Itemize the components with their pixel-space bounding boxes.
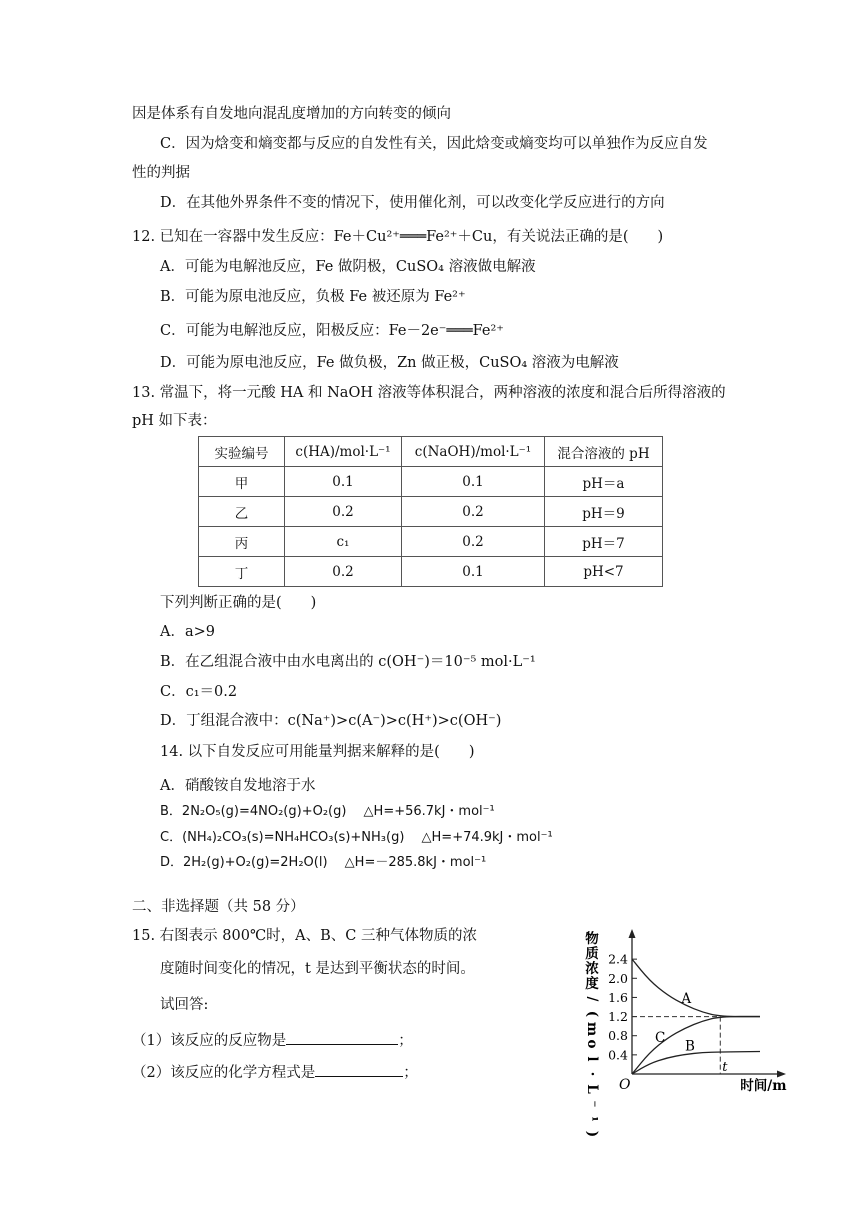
table-header: c(NaOH)/mol·L⁻¹ bbox=[402, 437, 545, 467]
table-cell: pH＝a bbox=[545, 467, 663, 497]
table-cell: 0.1 bbox=[402, 467, 545, 497]
table-cell: 乙 bbox=[199, 497, 285, 527]
table-cell: c₁ bbox=[285, 527, 402, 557]
q15-part-2 bbox=[132, 1062, 418, 1083]
part-1-label: （1）该反应的反应物是 bbox=[132, 1033, 287, 1049]
table-cell: 甲 bbox=[199, 467, 285, 497]
table-row bbox=[199, 557, 663, 587]
question-13: 13. 常温下，将一元酸 HA 和 NaOH 溶液等体积混合，两种溶液的浓度和混合后所得溶液的 bbox=[132, 385, 726, 401]
origin-label: O bbox=[619, 1077, 631, 1093]
t-label: t bbox=[722, 1060, 728, 1075]
y-tick-label: 2.4 bbox=[608, 951, 628, 967]
table-cell: 丙 bbox=[199, 527, 285, 557]
q14-option-b: B．2N₂O₅(g)=4NO₂(g)+O₂(g) △H=+56.7kJ・mol⁻¹ bbox=[160, 804, 495, 819]
table-cell: 0.2 bbox=[285, 557, 402, 587]
table-cell: pH＝7 bbox=[545, 527, 663, 557]
y-axis-label-char: 物 bbox=[585, 931, 599, 947]
question-15-prompt: 试回答: bbox=[160, 997, 209, 1013]
y-axis-label-char: ( bbox=[584, 1010, 600, 1018]
q15-part-1 bbox=[132, 1030, 413, 1051]
q13-option-b: B．在乙组混合液中由水电离出的 c(OH⁻)＝10⁻⁵ mol·L⁻¹ bbox=[160, 654, 536, 670]
question-14: 14. 以下自发反应可用能量判据来解释的是( ) bbox=[160, 744, 475, 760]
x-axis-label: 时间/m bbox=[740, 1078, 787, 1094]
series-line-B bbox=[632, 1052, 760, 1074]
q12-option-d: D．可能为原电池反应，Fe 做负极，Zn 做正极，CuSO₄ 溶液为电解液 bbox=[160, 355, 619, 371]
table-header: 混合溶液的 pH bbox=[545, 437, 663, 467]
question-13-cont: pH 如下表： bbox=[132, 413, 217, 429]
y-tick-label: 2.0 bbox=[608, 970, 628, 986]
q14-option-d: D．2H₂(g)+O₂(g)=2H₂O(l) △H=－285.8kJ・mol⁻¹ bbox=[160, 855, 487, 870]
option-c: C．因为焓变和熵变都与反应的自发性有关，因此焓变或熵变均可以单独作为反应自发 bbox=[160, 136, 708, 152]
x-axis-arrow bbox=[777, 1071, 786, 1078]
q13-option-d: D．丁组混合液中：c(Na⁺)>c(A⁻)>c(H⁺)>c(OH⁻) bbox=[160, 713, 502, 729]
y-tick-label: 1.2 bbox=[608, 1009, 628, 1025]
option-d: D．在其他外界条件不变的情况下，使用催化剂，可以改变化学反应进行的方向 bbox=[160, 195, 665, 211]
y-axis-arrow bbox=[629, 929, 636, 938]
q12-option-b: B．可能为原电池反应，负极 Fe 被还原为 Fe²⁺ bbox=[160, 289, 466, 305]
y-axis-label bbox=[584, 930, 600, 1137]
y-axis-label-char: · bbox=[584, 1071, 600, 1077]
y-axis-label-char: l bbox=[584, 1056, 600, 1062]
y-axis-label-char: o bbox=[584, 1039, 600, 1049]
q13-judge: 下列判断正确的是( ) bbox=[160, 595, 317, 611]
y-axis-label-char: 质 bbox=[585, 946, 599, 962]
series-label-C: C bbox=[654, 1030, 666, 1047]
y-axis-label-char: 浓 bbox=[585, 961, 599, 977]
text-line: 因是体系有自发地向混乱度增加的方向转变的倾向 bbox=[132, 106, 451, 122]
table-cell: pH<7 bbox=[545, 557, 663, 587]
part-1-end: ； bbox=[398, 1033, 413, 1049]
q12-option-c: C．可能为电解池反应，阳极反应：Fe－2e⁻═══Fe²⁺ bbox=[160, 323, 504, 339]
y-axis-label-char: ) bbox=[584, 1130, 600, 1138]
part-2-end: ； bbox=[403, 1065, 418, 1081]
table-header-row bbox=[199, 437, 663, 467]
table-cell: pH＝9 bbox=[545, 497, 663, 527]
table-header: 实验编号 bbox=[199, 437, 285, 467]
series-label-B: B bbox=[684, 1038, 695, 1055]
table-cell: 0.1 bbox=[402, 557, 545, 587]
table-cell: 0.2 bbox=[285, 497, 402, 527]
y-tick-label: 1.6 bbox=[608, 989, 628, 1005]
part-2-label: （2）该反应的化学方程式是 bbox=[132, 1065, 316, 1081]
y-axis-label-char: / bbox=[584, 996, 600, 1002]
series-label-A: A bbox=[681, 991, 692, 1008]
concentration-chart bbox=[578, 925, 788, 1138]
table-row bbox=[199, 467, 663, 497]
question-15: 15. 右图表示 800℃时，A、B、C 三种气体物质的浓 bbox=[132, 928, 478, 944]
question-15-cont: 度随时间变化的情况，t 是达到平衡状态的时间。 bbox=[160, 961, 475, 977]
q14-option-a: A．硝酸铵自发地溶于水 bbox=[160, 778, 316, 794]
section-title: 二、非选择题（共 58 分） bbox=[132, 899, 305, 915]
y-axis-label-char: ¹ bbox=[584, 1116, 600, 1122]
text-line: 性的判据 bbox=[132, 165, 190, 181]
table-cell: 0.1 bbox=[285, 467, 402, 497]
series-line-C bbox=[632, 1017, 760, 1074]
y-axis-label-char: ⁻ bbox=[584, 1100, 600, 1108]
question-12: 12. 已知在一容器中发生反应：Fe＋Cu²⁺═══Fe²⁺＋Cu，有关说法正确的是( ) bbox=[132, 229, 664, 245]
data-table bbox=[198, 436, 663, 587]
y-axis-label-char: 度 bbox=[585, 976, 599, 992]
table-row bbox=[199, 497, 663, 527]
y-tick-label: 0.8 bbox=[608, 1028, 628, 1044]
table-cell: 丁 bbox=[199, 557, 285, 587]
q13-option-c: C．c₁＝0.2 bbox=[160, 684, 238, 700]
table-header: c(HA)/mol·L⁻¹ bbox=[285, 437, 402, 467]
y-tick-label: 0.4 bbox=[608, 1047, 628, 1063]
table-cell: 0.2 bbox=[402, 527, 545, 557]
table-row bbox=[199, 527, 663, 557]
q12-option-a: A．可能为电解池反应，Fe 做阴极，CuSO₄ 溶液做电解液 bbox=[160, 259, 536, 275]
q14-option-c: C．(NH₄)₂CO₃(s)=NH₄HCO₃(s)+NH₃(g) △H=+74.9kJ・mol⁻¹ bbox=[160, 830, 553, 845]
y-axis-label-char: m bbox=[584, 1021, 600, 1037]
answer-blank[interactable] bbox=[286, 1030, 398, 1045]
answer-blank[interactable] bbox=[315, 1062, 403, 1077]
series-line-A bbox=[632, 959, 760, 1016]
q13-option-a: A．a>9 bbox=[160, 624, 215, 640]
y-axis-label-char: L bbox=[584, 1084, 600, 1094]
table-cell: 0.2 bbox=[402, 497, 545, 527]
